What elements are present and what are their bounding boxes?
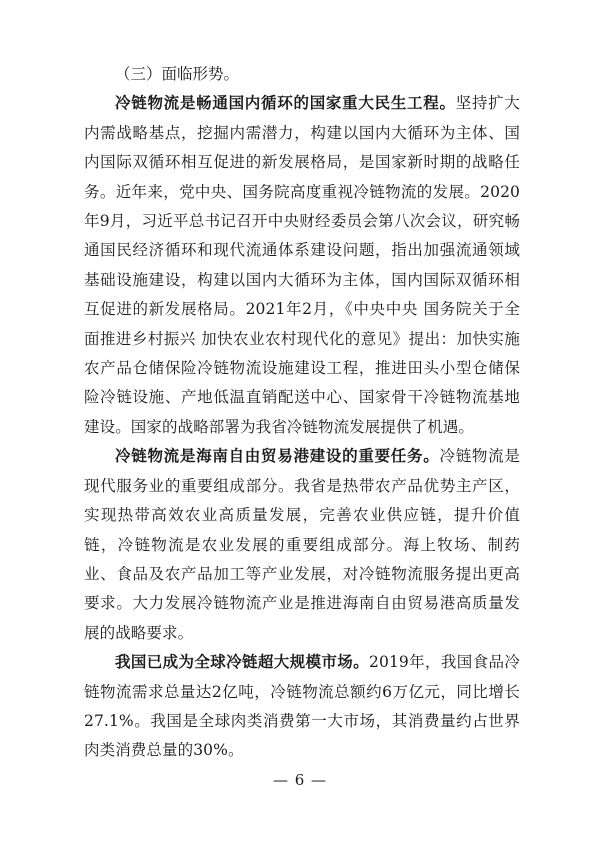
paragraph-body: 2019年，我国食品冷链物流需求总量达2亿吨，冷链物流总额约6万亿元，同比增长27.1%。我国是全球肉类消费第一大市场，其消费量约占世界肉类消费总量的30%。 — [84, 653, 520, 760]
page-content — [84, 60, 520, 766]
paragraph-domestic-circulation — [84, 89, 520, 442]
paragraph-body: 坚持扩大内需战略基点，挖掘内需潜力，构建以国内大循环为主体、国内国际双循环相互促进的新发展格局，是国家新时期的战略任务。近年来，党中央、国务院高度重视冷链物流的发展。2020年9月，习近平总书记召开中央财经委员会第八次会议，研究畅通国民经济循环和现代流通体系建设问题，指出加强流通领域基础设施建设，构建以国内大循环为主体，国内国际双循环相互促进的新发展格局。2021年2月，《中央中央 国务院关于全面推进乡村振兴 加快农业农村现代化的意见》提出：加快实施农产品仓储保险冷链物流设施建设工程，推进田头小型仓储保险冷链设施、产地低温直销配送中心、国家骨干冷链物流基地建设。国家的战略部署为我省冷链物流发展提供了机遇。 — [84, 94, 520, 436]
paragraph-lead: 冷链物流是畅通国内循环的国家重大民生工程。 — [115, 94, 456, 113]
page-number: — 6 — — [272, 771, 328, 789]
section-heading: （三）面临形势。 — [115, 65, 240, 83]
paragraph-body: 冷链物流是现代服务业的重要组成部分。我省是热带农产品优势主产区，实现热带高效农业高质量发展，完善农业供应链，提升价值链，冷链物流是农业发展的重要组成部分。海上牧场、制药业、食品及农产品加工等产业发展，对冷链物流服务提出更高要求。大力发展冷链物流产业是推进海南自由贸易港高质量发展的战略要求。 — [84, 447, 520, 642]
paragraph-global-market — [84, 648, 520, 766]
paragraph-lead: 我国已成为全球冷链超大规模市场。 — [115, 653, 370, 672]
paragraph-lead: 冷链物流是海南自由贸易港建设的重要任务。 — [115, 447, 440, 466]
paragraph-hainan-free-trade-port — [84, 442, 520, 648]
